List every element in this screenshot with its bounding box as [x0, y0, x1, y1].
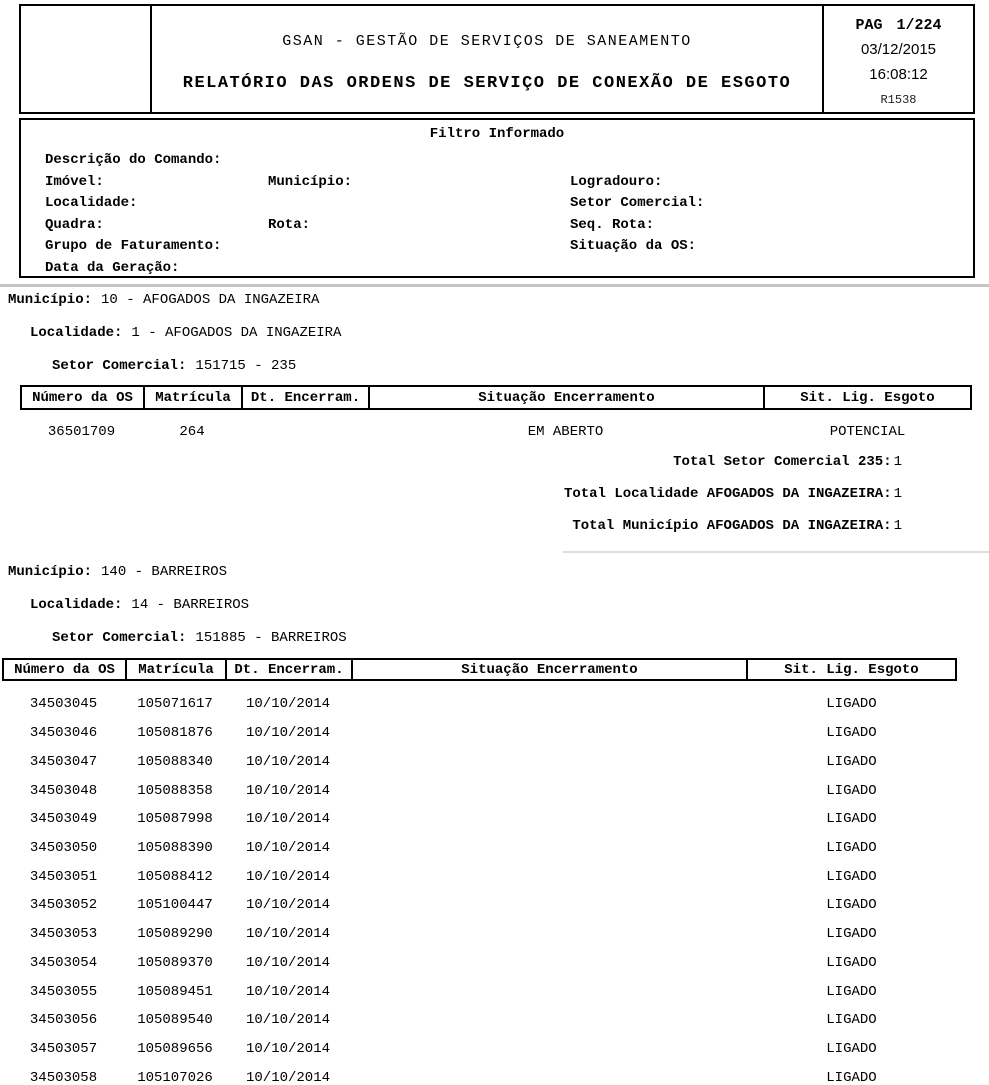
system-title: GSAN - GESTÃO DE SERVIÇOS DE SANEAMENTO: [282, 33, 692, 50]
table-cell: Dt. Encerram.: [243, 387, 370, 408]
municipio-section-afogados: [0, 293, 989, 553]
filter-box: [19, 118, 975, 278]
filter-label-municipio: Município:: [268, 173, 353, 190]
filter-label-logradouro: Logradouro:: [570, 173, 663, 190]
table-cell: 10/10/2014: [245, 782, 330, 799]
table-cell: LIGADO: [826, 782, 877, 799]
filter-row: [21, 260, 973, 282]
table-cell: 105089451: [137, 983, 213, 1000]
table-cell: 34503045: [29, 696, 98, 713]
total-setor-label: Total Setor Comercial 235:: [673, 454, 892, 470]
report-header: [19, 4, 975, 114]
table-cell: 34503052: [29, 897, 98, 914]
table-cell: Situação Encerramento: [370, 387, 765, 408]
filter-grid: [21, 152, 973, 281]
table-cell: 10/10/2014: [245, 839, 330, 856]
table-cell: 34503051: [29, 868, 98, 885]
report-title: RELATÓRIO DAS ORDENS DE SERVIÇO DE CONEXÃO DE ESGOTO: [182, 74, 792, 93]
table-cell: 34503056: [29, 1012, 98, 1029]
filter-row: [21, 217, 973, 239]
filter-label-quadra: Quadra:: [45, 216, 104, 233]
table-cell: LIGADO: [826, 811, 877, 828]
table-cell: 105088340: [137, 753, 213, 770]
table-cell: Matrícula: [145, 387, 243, 408]
table-row: [2, 834, 957, 863]
table-cell: 105107026: [137, 1069, 213, 1085]
table-row: [2, 1063, 957, 1085]
filter-label-localidade: Localidade:: [45, 195, 138, 211]
table-cell: Número da OS: [22, 387, 145, 408]
table-cell: 34503046: [29, 725, 98, 742]
table-header-row: [20, 385, 972, 410]
table-cell: 10/10/2014: [245, 897, 330, 914]
total-setor-value: 1: [893, 454, 902, 470]
table-cell: Dt. Encerram.: [227, 660, 353, 679]
table-cell: 264: [179, 423, 205, 440]
page-info-box: [822, 6, 973, 112]
table-cell: 105071617: [137, 696, 213, 713]
table-cell: 10/10/2014: [245, 983, 330, 1000]
setor-value: 151885 - BARREIROS: [195, 630, 347, 646]
table-cell: LIGADO: [826, 1069, 877, 1085]
table-cell: Número da OS: [4, 660, 127, 679]
total-municipio-label: Total Município AFOGADOS DA INGAZEIRA:: [572, 518, 892, 534]
table-cell: LIGADO: [826, 954, 877, 971]
table-cell: 10/10/2014: [245, 1040, 330, 1057]
os-table: [2, 658, 957, 1085]
filter-label-descricao-comando: Descrição do Comando:: [45, 152, 222, 168]
table-cell: POTENCIAL: [829, 423, 906, 440]
table-header-row: [2, 658, 957, 681]
setor-value: 151715 - 235: [195, 358, 297, 374]
report-titles: [152, 6, 822, 112]
setor-heading: [52, 631, 989, 645]
table-row: [2, 948, 957, 977]
total-municipio-value: 1: [893, 518, 902, 534]
table-body: [20, 410, 972, 440]
table-cell: 34503058: [29, 1069, 98, 1085]
table-cell: Sit. Lig. Esgoto: [800, 389, 935, 406]
filter-label-rota: Rota:: [268, 216, 311, 233]
totals-block: [0, 455, 902, 533]
table-row: [2, 1006, 957, 1035]
table-row: [2, 1035, 957, 1064]
page-number: 1/224: [896, 17, 942, 34]
table-row: [2, 690, 957, 719]
table-cell: 105088390: [137, 839, 213, 856]
table-cell: Situação Encerramento: [353, 660, 748, 679]
table-cell: 105089540: [137, 1012, 213, 1029]
table-cell: 10/10/2014: [245, 753, 330, 770]
filter-row: [21, 152, 973, 174]
table-cell: LIGADO: [826, 696, 877, 713]
table-row: [2, 891, 957, 920]
table-cell: 34503054: [29, 954, 98, 971]
table-cell: 105088412: [137, 868, 213, 885]
table-cell: LIGADO: [826, 926, 877, 943]
localidade-label: Localidade:: [30, 325, 123, 341]
table-cell: 10/10/2014: [245, 868, 330, 885]
os-table: [20, 385, 972, 440]
filter-label-data-geracao: Data da Geração:: [45, 259, 180, 276]
table-row: [2, 747, 957, 776]
report-time: 16:08:12: [869, 66, 928, 83]
table-cell: LIGADO: [826, 868, 877, 885]
table-row: [2, 805, 957, 834]
table-cell: 105089290: [137, 926, 213, 943]
table-cell: 34503047: [29, 753, 98, 770]
table-cell: Sit. Lig. Esgoto: [784, 661, 919, 678]
table-row: [2, 862, 957, 891]
table-cell: LIGADO: [826, 1040, 877, 1057]
localidade-heading: [30, 326, 989, 340]
table-cell: LIGADO: [826, 983, 877, 1000]
table-cell: LIGADO: [826, 839, 877, 856]
table-cell: 34503049: [29, 811, 98, 828]
filter-row: [21, 195, 973, 217]
setor-heading: [52, 359, 989, 373]
table-body: [2, 681, 957, 1085]
municipio-label: Município:: [8, 564, 93, 580]
municipio-heading: [8, 565, 989, 579]
table-cell: LIGADO: [826, 897, 877, 914]
table-cell: 34503057: [29, 1040, 98, 1057]
filter-row: [21, 174, 973, 196]
table-row: [2, 920, 957, 949]
table-cell: 10/10/2014: [245, 811, 330, 828]
table-cell: 10/10/2014: [245, 1069, 330, 1085]
table-row: [20, 423, 972, 440]
table-cell: 10/10/2014: [245, 1012, 330, 1029]
total-localidade-value: 1: [893, 486, 902, 502]
municipio-value: 10 - AFOGADOS DA INGAZEIRA: [101, 292, 320, 308]
municipio-label: Município:: [8, 292, 93, 308]
table-cell: LIGADO: [826, 725, 877, 742]
table-cell: 34503048: [29, 782, 98, 799]
table-row: [2, 776, 957, 805]
localidade-label: Localidade:: [30, 597, 123, 613]
table-cell: Matrícula: [127, 660, 227, 679]
table-cell: LIGADO: [826, 1012, 877, 1029]
table-cell: 105087998: [137, 811, 213, 828]
setor-label: Setor Comercial:: [52, 630, 187, 646]
total-setor-line: [0, 455, 902, 469]
report-code: R1538: [880, 93, 917, 107]
section-divider: [0, 284, 989, 287]
totals-underline: [563, 551, 989, 553]
total-localidade-line: [0, 487, 902, 501]
municipio-value: 140 - BARREIROS: [101, 564, 228, 580]
report-date: 03/12/2015: [860, 41, 937, 58]
table-cell: 34503050: [29, 839, 98, 856]
table-cell: 34503055: [29, 983, 98, 1000]
table-cell: 105100447: [137, 897, 213, 914]
filter-label-imovel: Imóvel:: [45, 173, 104, 190]
table-cell: LIGADO: [826, 753, 877, 770]
setor-label: Setor Comercial:: [52, 358, 187, 374]
municipio-heading: [8, 293, 989, 307]
table-cell: 10/10/2014: [245, 725, 330, 742]
page-label: PAG: [855, 17, 883, 34]
table-cell: 10/10/2014: [245, 696, 330, 713]
table-cell: 105081876: [137, 725, 213, 742]
localidade-heading: [30, 598, 989, 612]
page-indicator: [824, 17, 973, 34]
filter-label-seq-rota: Seq. Rota:: [570, 216, 655, 233]
municipio-section-barreiros: [0, 565, 989, 1085]
total-localidade-label: Total Localidade AFOGADOS DA INGAZEIRA:: [563, 486, 892, 502]
table-row: [2, 977, 957, 1006]
filter-label-setor-comercial: Setor Comercial:: [570, 195, 705, 211]
localidade-value: 1 - AFOGADOS DA INGAZEIRA: [131, 325, 342, 341]
company-logo-area: [21, 6, 152, 112]
localidade-value: 14 - BARREIROS: [131, 597, 250, 613]
table-cell: 105089370: [137, 954, 213, 971]
filter-title: Filtro Informado: [429, 126, 565, 142]
table-cell: 10/10/2014: [245, 954, 330, 971]
filter-label-situacao-os: Situação da OS:: [570, 238, 697, 254]
table-cell: 105088358: [137, 782, 213, 799]
filter-label-grupo-faturamento: Grupo de Faturamento:: [45, 238, 222, 254]
table-cell: 105089656: [137, 1040, 213, 1057]
table-cell: 36501709: [47, 423, 116, 440]
filter-row: [21, 238, 973, 260]
table-cell: 34503053: [29, 926, 98, 943]
table-cell: 10/10/2014: [245, 926, 330, 943]
total-municipio-line: [0, 519, 902, 533]
table-row: [2, 719, 957, 748]
table-cell: EM ABERTO: [527, 423, 604, 440]
